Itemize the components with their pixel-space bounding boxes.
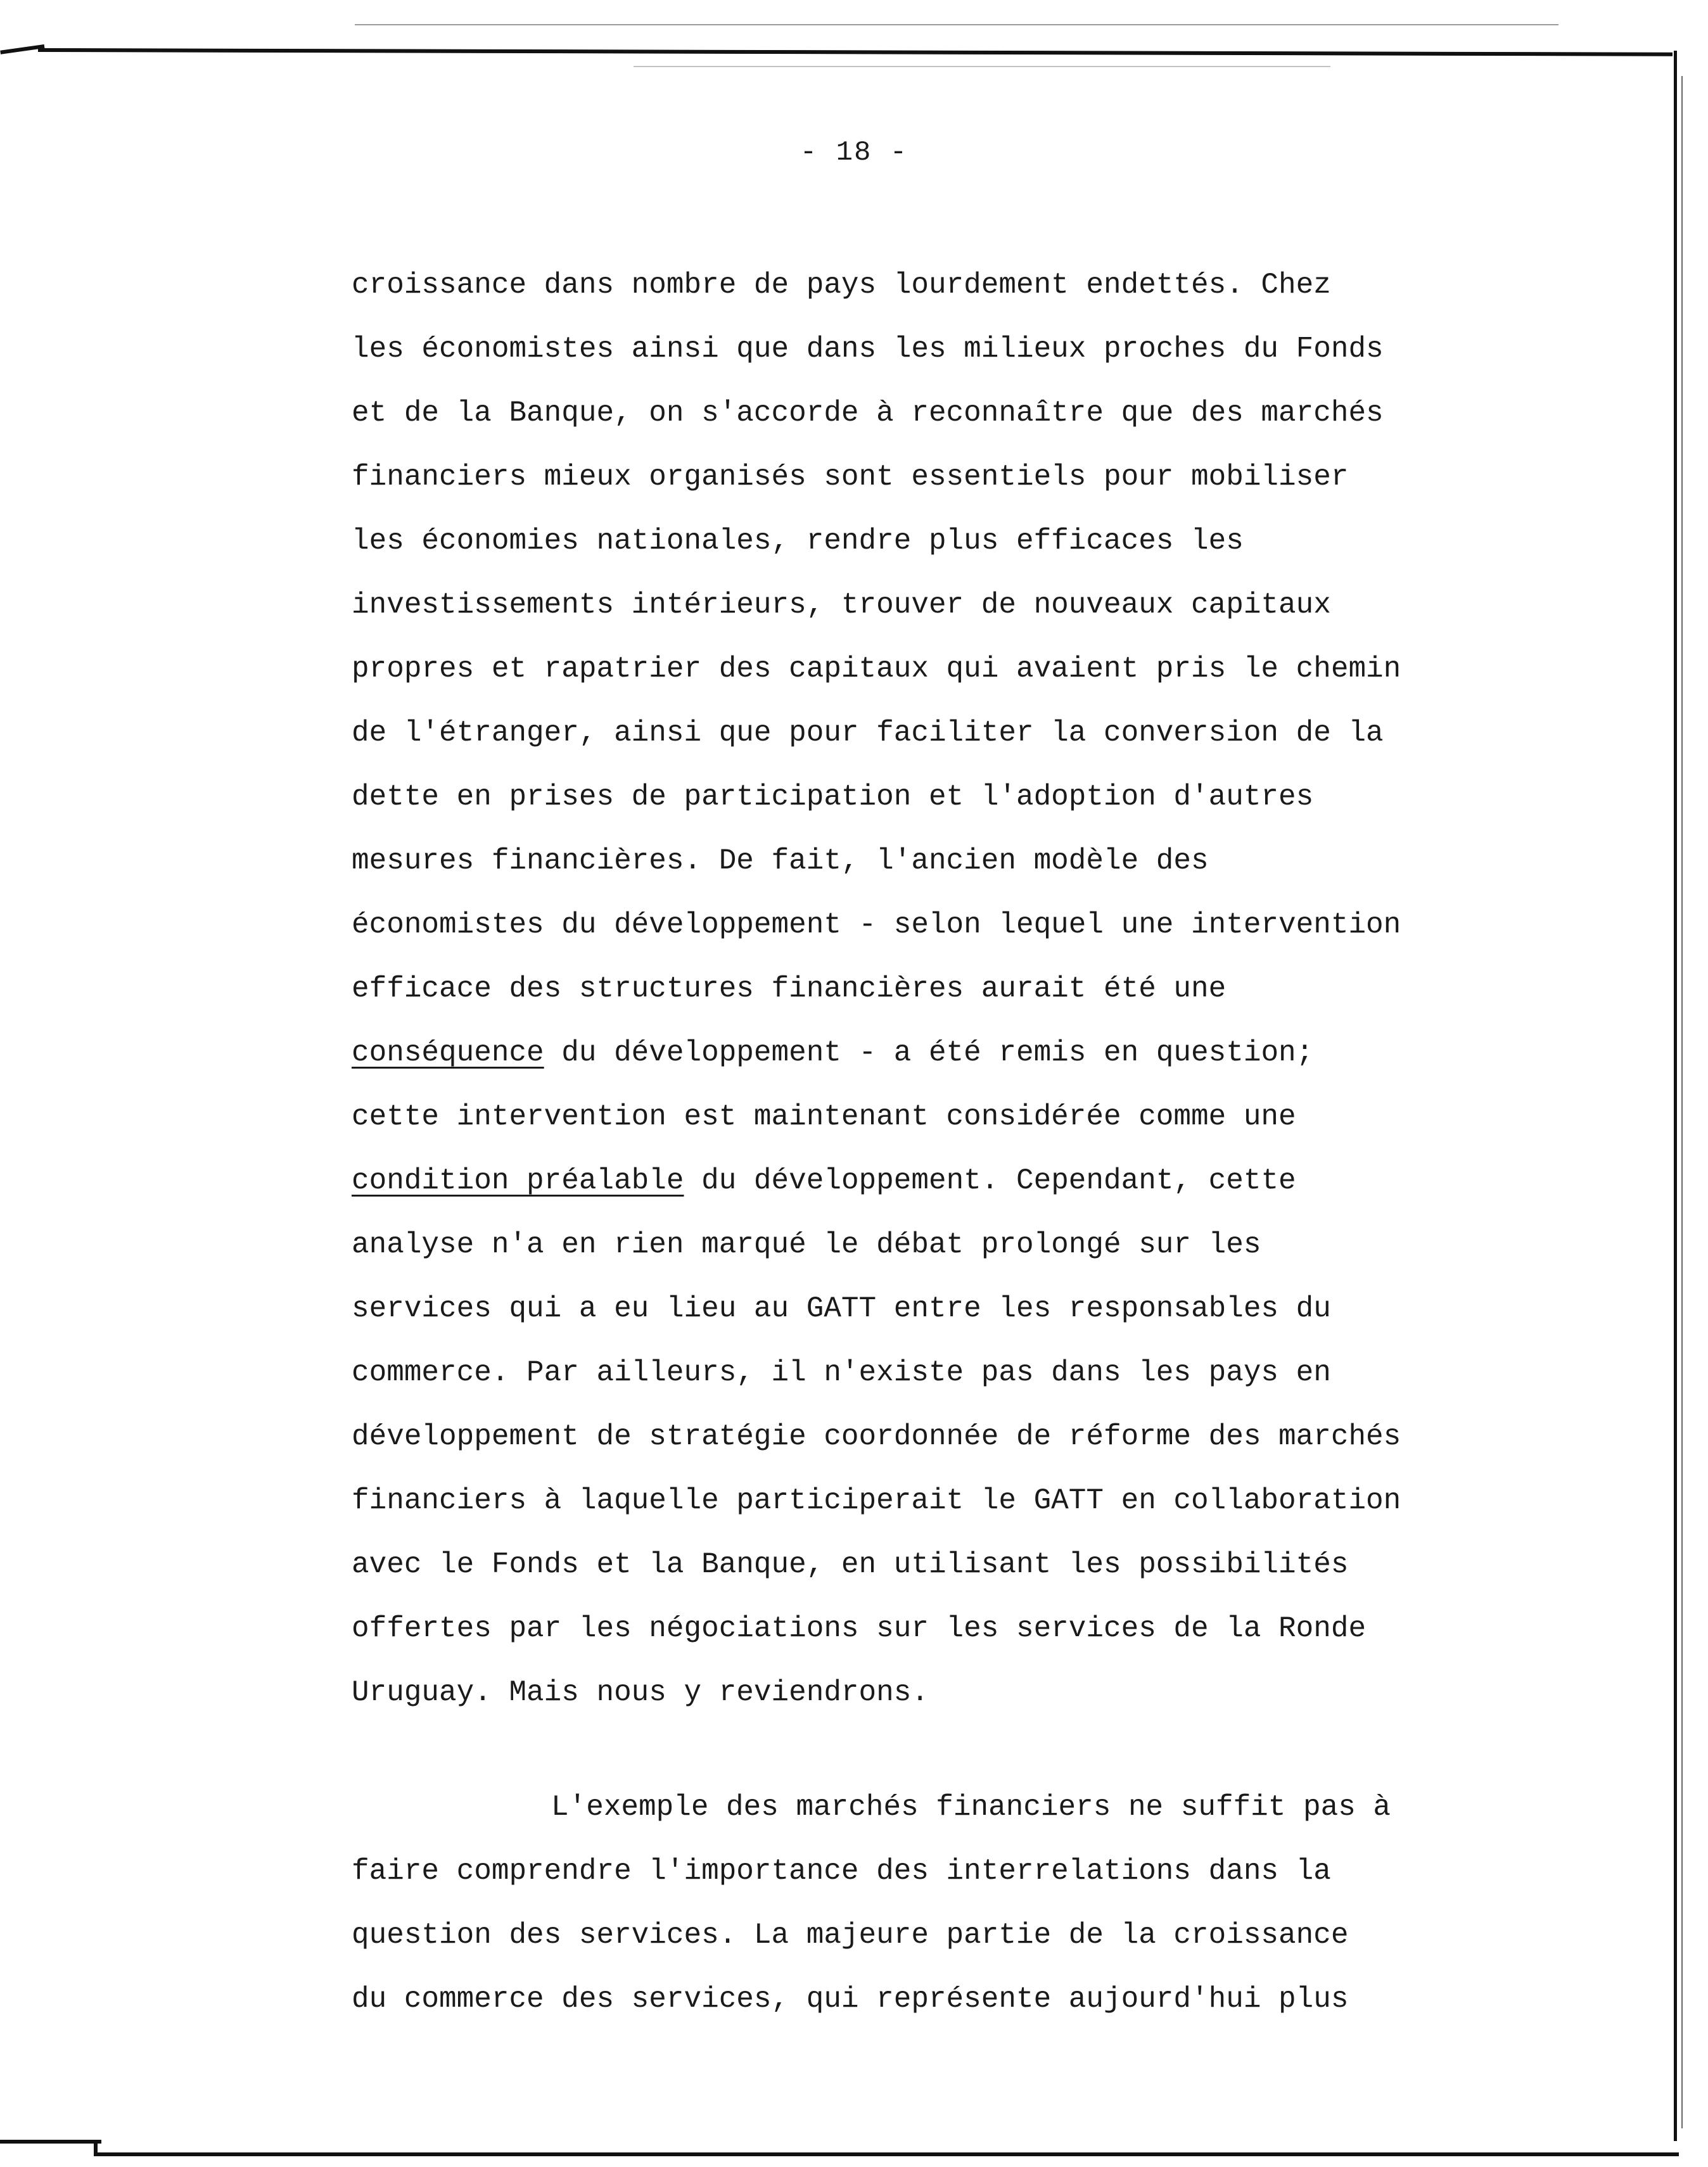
text-line: offertes par les négociations sur les services de la Ronde <box>352 1612 1367 1645</box>
scan-border-bottom <box>95 2152 1679 2156</box>
paragraph-1 <box>352 253 1517 1725</box>
text-line: et de la Banque, on s'accorde à reconnaître que des marchés <box>352 397 1384 429</box>
text-line-rest: du développement. Cependant, cette <box>684 1164 1296 1197</box>
text-line: croissance dans nombre de pays lourdement endettés. Chez <box>352 269 1331 302</box>
text-line: financiers à laquelle participerait le GATT en collaboration <box>352 1484 1401 1517</box>
text-line: efficace des structures financières aurait été une <box>352 972 1227 1005</box>
page-number: - 18 - <box>800 137 908 168</box>
scan-border-bottom-step <box>0 2140 101 2144</box>
scan-border-top-faint <box>355 24 1558 25</box>
text-line: les économistes ainsi que dans les milieux proches du Fonds <box>352 333 1384 365</box>
text-line: de l'étranger, ainsi que pour faciliter la conversion de la <box>352 716 1384 749</box>
text-line: développement de stratégie coordonnée de réforme des marchés <box>352 1420 1401 1453</box>
text-line: propres et rapatrier des capitaux qui avaient pris le chemin <box>352 652 1401 685</box>
text-line-with-emphasis <box>352 1021 1517 1085</box>
text-line: économistes du développement - selon lequel une intervention <box>352 908 1401 941</box>
text-line: avec le Fonds et la Banque, en utilisant les possibilités <box>352 1548 1349 1581</box>
scan-border-top <box>38 48 1673 56</box>
underlined-term: condition préalable <box>352 1164 684 1197</box>
text-line: dette en prises de participation et l'adoption d'autres <box>352 780 1314 813</box>
text-line-rest: du développement - a été remis en question; <box>544 1036 1314 1069</box>
text-line: les économies nationales, rendre plus efficaces les <box>352 524 1244 557</box>
text-line: du commerce des services, qui représente aujourd'hui plus <box>352 1983 1349 2016</box>
scan-border-right-inner <box>1681 76 1683 2128</box>
text-line-with-emphasis <box>352 1149 1517 1213</box>
scan-border-right <box>1674 51 1677 2141</box>
text-line: financiers mieux organisés sont essentiels pour mobiliser <box>352 461 1349 493</box>
text-line-indented <box>352 1776 1517 1840</box>
paragraph-2 <box>352 1776 1517 2031</box>
scan-border-top-faint <box>634 66 1330 67</box>
text-line: question des services. La majeure partie de la croissance <box>352 1919 1349 1952</box>
underlined-term: conséquence <box>352 1036 544 1069</box>
text-line: services qui a eu lieu au GATT entre les responsables du <box>352 1292 1331 1325</box>
text-line: mesures financières. De fait, l'ancien modèle des <box>352 844 1209 877</box>
text-line: investissements intérieurs, trouver de nouveaux capitaux <box>352 588 1331 621</box>
text-line: cette intervention est maintenant considérée comme une <box>352 1100 1296 1133</box>
text-line: Uruguay. Mais nous y reviendrons. <box>352 1676 929 1709</box>
text-line: faire comprendre l'importance des interrelations dans la <box>352 1855 1331 1888</box>
text-line: commerce. Par ailleurs, il n'existe pas dans les pays en <box>352 1356 1331 1389</box>
text-line-content: L'exemple des marchés financiers ne suffit pas à <box>551 1791 1391 1824</box>
text-line: analyse n'a en rien marqué le débat prolongé sur les <box>352 1228 1261 1261</box>
